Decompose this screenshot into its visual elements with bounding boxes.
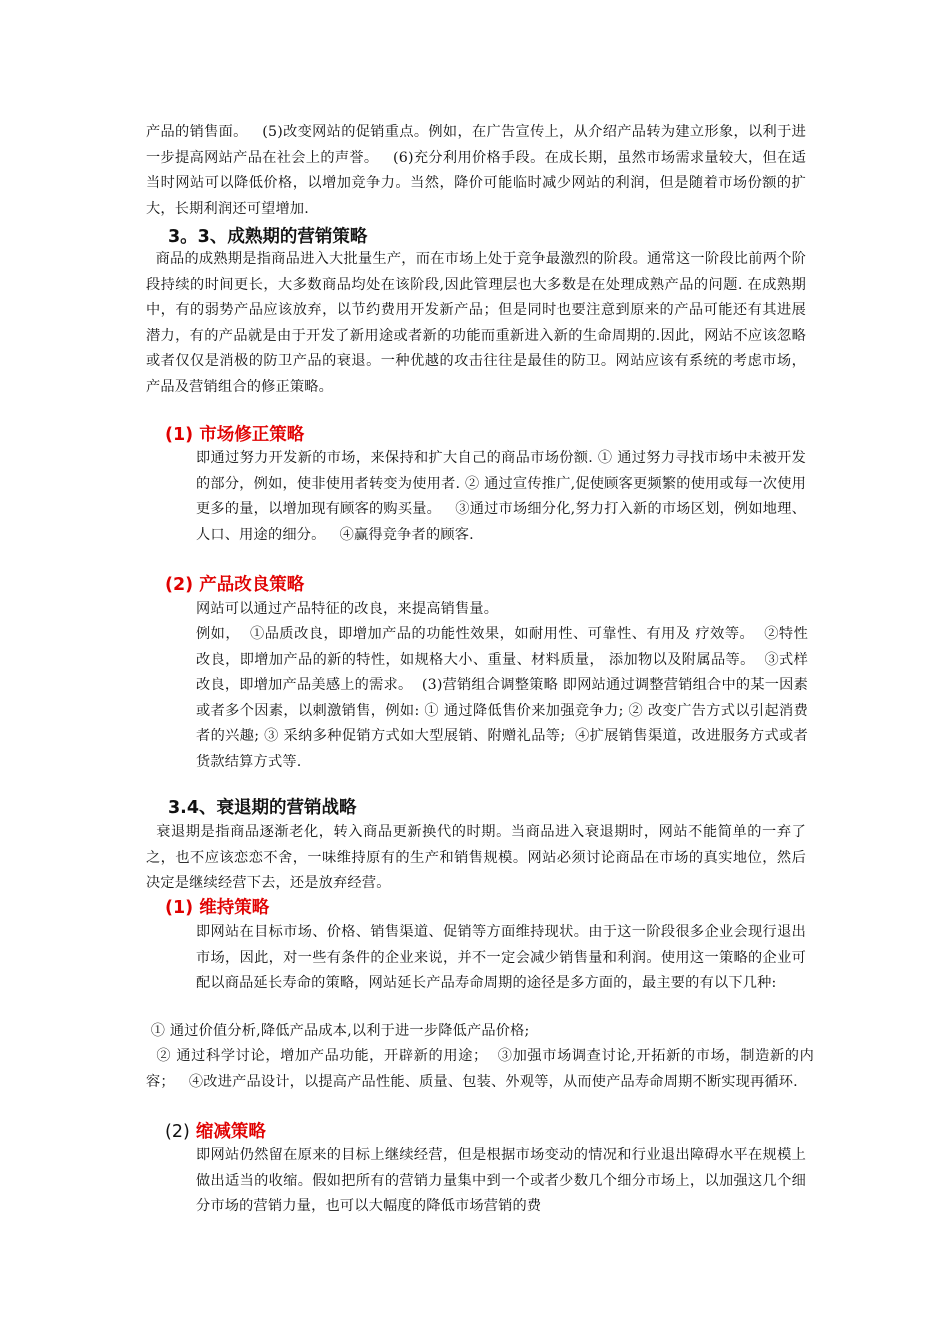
maintain-list-item-2: ② 通过科学讨论，增加产品功能，开辟新的用途； ③加强市场调查讨论,开拓新的市场，制造新的内容； ④改进产品设计，以提高产品性能、质量、包装、外观等，从而使产品寿命周期不断实现再循环. xyxy=(146,1048,814,1090)
section-heading-3-3: 3。3、成熟期的营销策略 xyxy=(168,227,368,247)
subsection-number: (2) xyxy=(165,575,194,595)
product-improvement-intro: 网站可以通过产品特征的改良，来提高销售量。 xyxy=(196,601,499,617)
market-modification-body: 即通过努力开发新的市场，来保持和扩大自己的商品市场份额. ① 通过努力寻找市场中未被开发的部分，例如，使非使用者转变为使用者. ② 通过宣传推广,促使顾客更频繁的使用或每一次使用更多的量，以增加现有顾客的购买量。 ③通过市场细分化,努力打入新的市场区划，例如地理、人口、用途的细分。 ④赢得竞争者的顾客. xyxy=(196,450,806,543)
section-heading-3-4: 3.4、衰退期的营销战略 xyxy=(168,798,357,818)
subsection-title: 缩减策略 xyxy=(195,1122,266,1142)
subsection-market-modification-heading xyxy=(165,422,565,448)
subsection-title: 维持策略 xyxy=(199,898,270,918)
subsection-number: (1) xyxy=(165,898,194,918)
subsection-number: (1) xyxy=(165,425,194,445)
subsection-product-improvement-heading xyxy=(165,572,565,598)
subsection-reduce-heading xyxy=(165,1119,565,1145)
section-3-3-body: 商品的成熟期是指商品进入大批量生产，而在市场上处于竞争最激烈的阶段。通常这一阶段比前两个阶段持续的时间更长，大多数商品均处在该阶段,因此管理层也大多数是在处理成熟产品的问题. 在成熟期中，有的弱势产品应该放弃，以节约费用开发新产品；但是同时也要注意到原来的产品可能还有其进展潜力，有的产品就是由于开发了新用途或者新的功能而重新进入新的生命周期的.因此，网站不应该忽略或者仅仅是消极的防卫产品的衰退。一种优越的攻击往往是最佳的防卫。网站应该有系统的考虑市场，产品及营销组合的修正策略。 xyxy=(146,251,806,395)
intro-paragraph: 产品的销售面。 (5)改变网站的促销重点。例如，在广告宣传上，从介绍产品转为建立形象，以利于进一步提高网站产品在社会上的声誉。 (6)充分利用价格手段。在成长期，虽然市场需求量较大，但在适当时网站可以降低价格，以增加竞争力。当然，降价可能临时减少网站的利润，但是随着市场份额的扩大，长期利润还可望增加. xyxy=(146,124,806,217)
subsection-maintain-heading xyxy=(165,895,565,921)
maintain-strategy-body: 即网站在目标市场、价格、销售渠道、促销等方面维持现状。由于这一阶段很多企业会现行退出市场，因此，对一些有条件的企业来说，并不一定会减少销售量和利润。使用这一策略的企业可配以商品延长寿命的策略，网站延长产品寿命周期的途径是多方面的，最主要的有以下几种: xyxy=(196,924,806,992)
subsection-number: (2) xyxy=(165,1122,190,1142)
subsection-title: 市场修正策略 xyxy=(199,425,305,445)
product-improvement-body: 例如， ①品质改良，即增加产品的功能性效果，如耐用性、可靠性、有用及 疗效等。 ②特性改良，即增加产品的新的特性，如规格大小、重量、材料质量， 添加物以及附属品等。 ③式样改良，即增加产品美感上的需求。 (3)营销组合调整策略 即网站通过调整营销组合中的某一因素或者多个因素，以刺激销售，例如: ① 通过降低售价来加强竞争力; ② 改变广告方式以引起消费者的兴趣; ③ 采纳多种促销方式如大型展销、附赠礼品等; ④扩展销售渠道，改进服务方式或者货款结算方式等. xyxy=(196,626,808,770)
subsection-title: 产品改良策略 xyxy=(199,575,305,595)
maintain-list-item-1: ① 通过价值分析,降低产品成本,以利于进一步降低产品价格; xyxy=(146,1023,530,1039)
section-3-4-body: 衰退期是指商品逐渐老化，转入商品更新换代的时期。当商品进入衰退期时，网站不能简单的一弃了之，也不应该恋恋不舍，一味维持原有的生产和销售规模。网站必须讨论商品在市场的真实地位，然后决定是继续经营下去，还是放弃经营。 xyxy=(146,824,806,892)
reduce-strategy-body: 即网站仍然留在原来的目标上继续经营，但是根据市场变动的情况和行业退出障碍水平在规模上做出适当的收缩。假如把所有的营销力量集中到一个或者少数几个细分市场上，以加强这几个细分市场的营销力量，也可以大幅度的降低市场营销的费 xyxy=(196,1147,806,1215)
